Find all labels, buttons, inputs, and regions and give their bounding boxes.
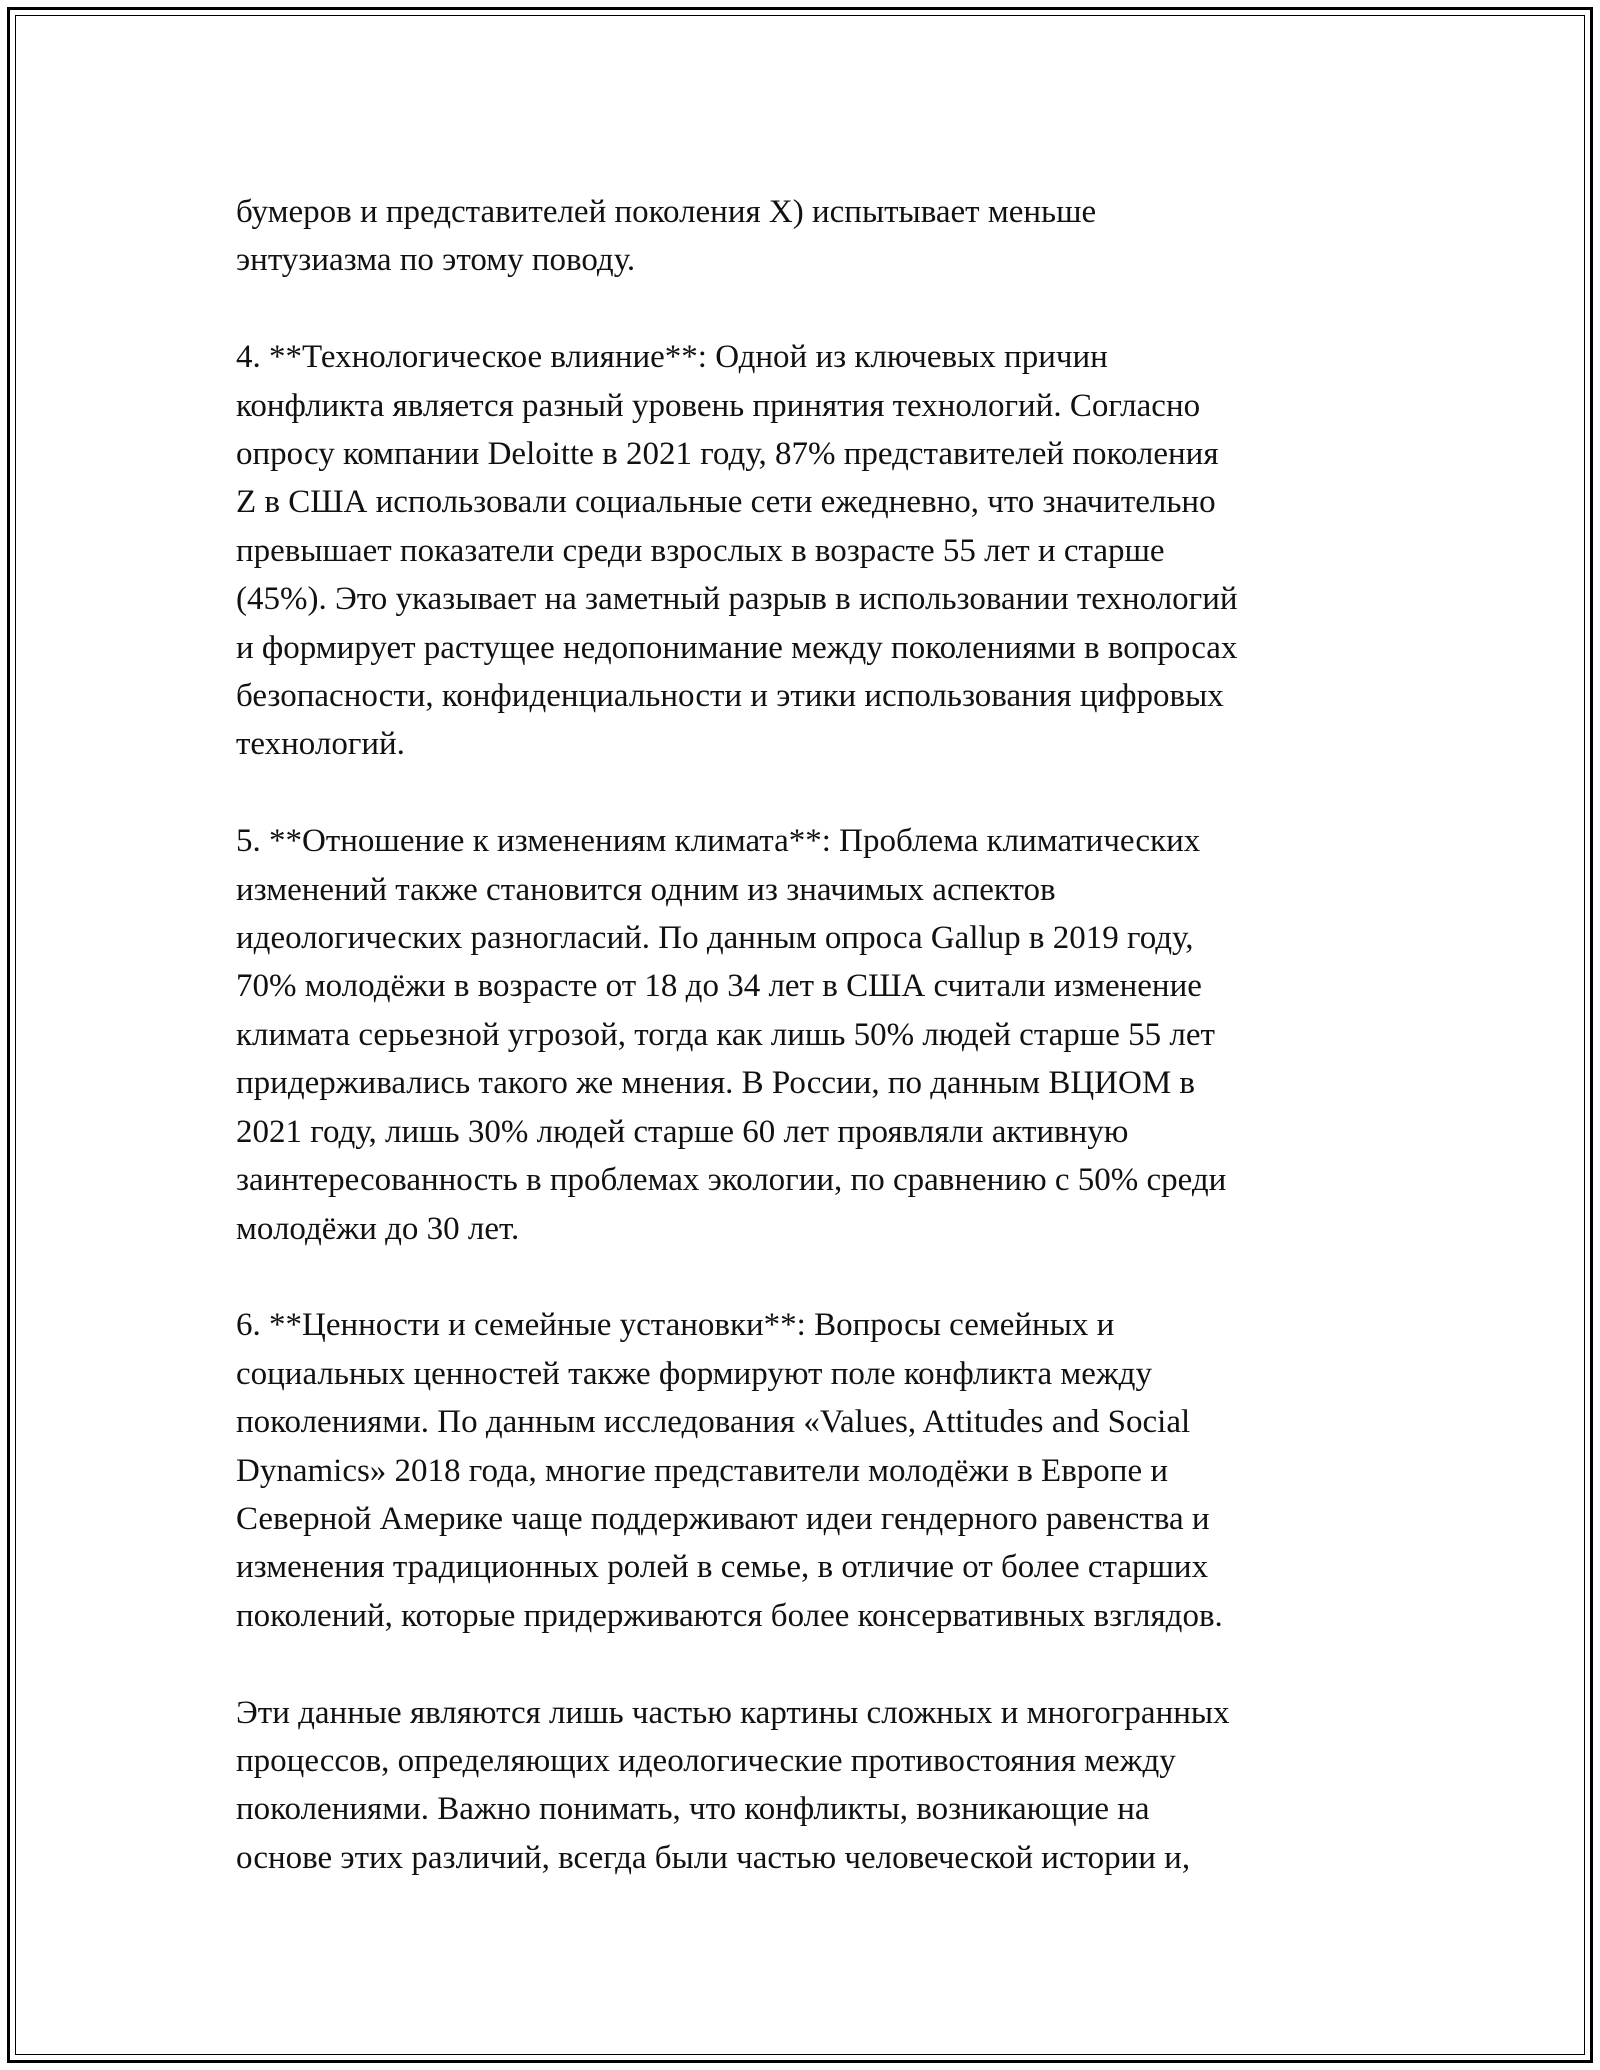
text-line: Dynamics» 2018 года, многие представители молодёжи в Европе и [236,1452,1169,1489]
text-line: изменений также становится одним из значимых аспектов [236,871,1056,908]
text-line: (45%). Это указывает на заметный разрыв в использовании технологий [236,581,1238,618]
text-line: 5. **Отношение к изменениям климата**: Проблема климатических [236,823,1201,860]
text-line: конфликта является разный уровень принятия технологий. Согласно [236,387,1201,424]
text-line: опросу компании Deloitte в 2021 году, 87% представителей поколения [236,436,1219,473]
text-line: социальных ценностей также формируют поле конфликта между [236,1355,1152,1392]
text-line: превышает показатели среди взрослых в возрасте 55 лет и старше [236,532,1165,569]
document-body [236,188,1376,1931]
text-line: придерживались такого же мнения. В России, по данным ВЦИОМ в [236,1065,1195,1102]
text-line: поколений, которые придерживаются более консервативных взглядов. [236,1597,1223,1634]
text-line: энтузиазма по этому поводу. [236,242,636,279]
text-line: основе этих различий, всегда были частью человеческой истории и, [236,1839,1191,1876]
text-line: 2021 году, лишь 30% людей старше 60 лет проявляли активную [236,1113,1129,1150]
text-line: технологий. [236,726,405,763]
text-line: поколениями. По данным исследования «Values, Attitudes and Social [236,1404,1191,1441]
text-line: 4. **Технологическое влияние**: Одной из ключевых причин [236,339,1108,376]
text-line: Z в США использовали социальные сети ежедневно, что значительно [236,484,1216,521]
text-line: 70% молодёжи в возрасте от 18 до 34 лет в США считали изменение [236,968,1202,1005]
text-line: 6. **Ценности и семейные установки**: Вопросы семейных и [236,1307,1115,1344]
paragraph-2 [236,333,1376,769]
text-line: молодёжи до 30 лет. [236,1210,520,1247]
text-line: изменения традиционных ролей в семье, в отличие от более старших [236,1549,1209,1586]
paragraph-1 [236,188,1376,285]
text-line: Северной Америке чаще поддерживают идеи гендерного равенства и [236,1500,1210,1537]
text-line: процессов, определяющих идеологические противостояния между [236,1742,1176,1779]
text-line: Эти данные являются лишь частью картины сложных и многогранных [236,1694,1230,1731]
text-line: и формирует растущее недопонимание между поколениями в вопросах [236,629,1238,666]
paragraph-5 [236,1689,1376,1883]
paragraph-4 [236,1301,1376,1640]
paragraph-3 [236,817,1376,1253]
text-line: идеологических разногласий. По данным опроса Gallup в 2019 году, [236,920,1194,957]
text-line: заинтересованность в проблемах экологии, по сравнению с 50% среди [236,1162,1227,1199]
text-line: безопасности, конфиденциальности и этики использования цифровых [236,678,1224,715]
text-line: климата серьезной угрозой, тогда как лишь 50% людей старше 55 лет [236,1016,1215,1053]
text-line: поколениями. Важно понимать, что конфликты, возникающие на [236,1791,1150,1828]
text-line: бумеров и представителей поколения X) испытывает меньше [236,194,1097,230]
